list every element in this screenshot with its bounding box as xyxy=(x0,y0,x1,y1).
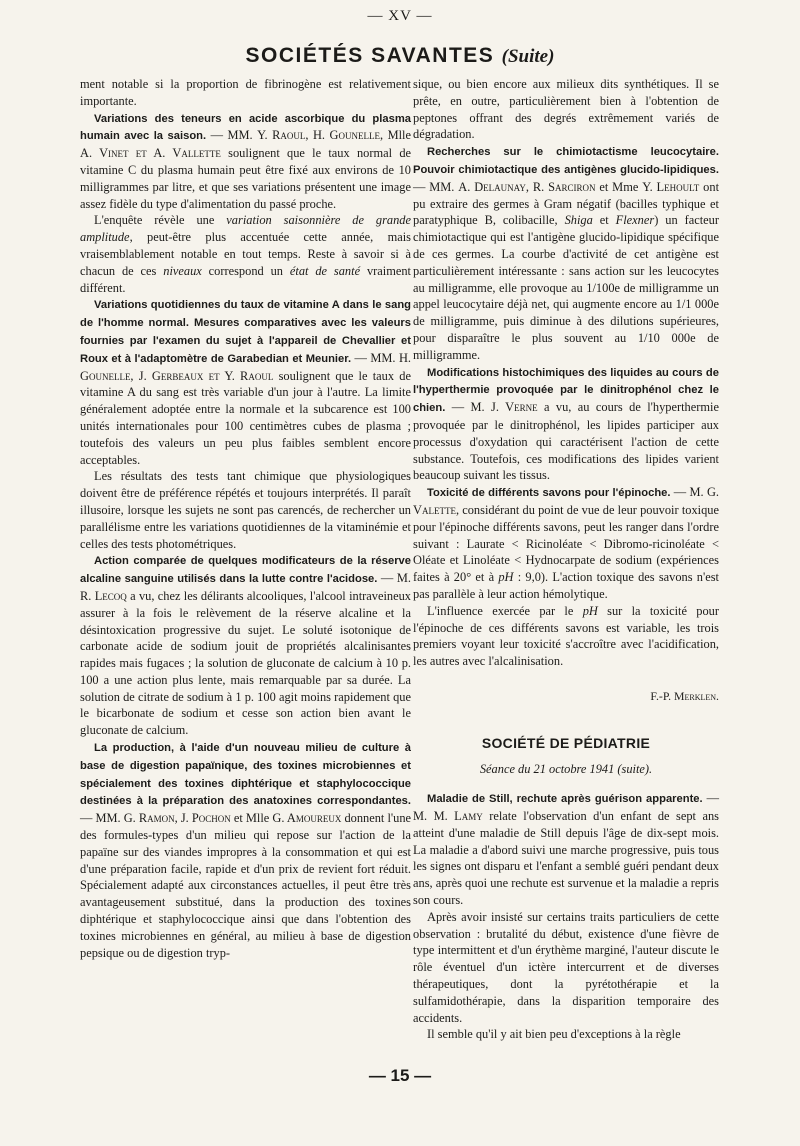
abstract-title: Maladie de Still, rechute après guérison apparente. xyxy=(427,793,703,806)
abstract-title: Action comparée de quelques modificateurs de la réserve alcaline sanguine utilisés dans la lutte contre l'acidose. xyxy=(80,555,411,586)
paragraph: Les résultats des tests tant chimique que physiologiques doivent être de préférence répétés et toujours interprétés. Il paraît illusoire, lorsque les sujets ne sont pas carencés, de rechercher un parallélisme entre les variations quotidiennes de la vitaminémie et celles des tests photométriques. xyxy=(80,469,411,551)
author-names: A. Delaunay, R. Sarciron xyxy=(458,179,596,194)
abstract-soap-toxicity: Toxicité de différents savons pour l'épinoche. — M. G. Valette, considérant du point de vue de leur pouvoir toxique pour l'épinoche différents savons, peut les ranger dans l'ordre suivant : Laurate < Ricinoléate < Dibromo-ricinoléate < Oléate et Linoléate < Hydnocarpate de sodium (expériences faites à 20° et à pH : 9,0). L'action toxique des savons n'est pas parallèle à leur action hémolytique. xyxy=(413,485,719,601)
paragraph: sique, ou bien encore aux milieux dits synthétiques. Il se prête, en outre, particulièrement bien à l'obtention de peptones offrant des degrés extrêmement variés de dégradation. xyxy=(413,77,719,142)
abstract-title: Variations quotidiennes du taux de vitamine A dans le sang de l'homme normal. Mesures comparatives avec les valeurs fournies par l'examen du sujet à l'appareil de Chevallier et Roux et à l'adaptomètre de Garabedian et Meunier. xyxy=(80,299,411,365)
paragraph: ment notable si la proportion de fibrinogène est relativement importante. xyxy=(80,77,411,108)
society-title: SOCIÉTÉ DE PÉDIATRIE xyxy=(481,734,651,751)
author-names: Y. Raoul, H. Gounelle xyxy=(257,128,380,143)
paragraph: Il semble qu'il y ait bien peu d'exceptions à la règle xyxy=(427,1027,681,1042)
author-names: G. Ramon, J. Pochon xyxy=(123,811,231,826)
session-date: Séance du 21 octobre 1941 (suite). xyxy=(479,762,653,777)
abstract-title: La production, à l'aide d'un nouveau milieu de culture à base de digestion papaïnique, des toxines microbiennes et spécialement des toxines diphtérique et staphylococcique destinées à la préparation des anatoxines correspondantes. xyxy=(80,742,411,808)
abstract-title: Variations des teneurs en acide ascorbique du plasma humain avec la saison. xyxy=(80,112,411,143)
author-names: Y. Lehoult xyxy=(642,179,700,194)
bottom-page-number: — 15 — xyxy=(368,1066,432,1085)
abstract-title: Toxicité de différents savons pour l'épinoche. xyxy=(427,487,671,500)
abstract-still-disease: Maladie de Still, rechute après guérison apparente. — M. M. Lamy relate l'observation d'un enfant de sept ans atteint d'une maladie de Still depuis l'âge de dix-sept mois. La maladie a d'abord suivi une marche progressive, puis tous les signes ont disparu et l'enfant a semblé guéri pendant deux ans, après quoi une rechute est survenue et la maladie a repris son cours. xyxy=(413,791,719,908)
header-title: SOCIÉTÉS SAVANTES xyxy=(245,44,495,67)
left-column xyxy=(80,76,411,961)
author-names: R. Lecoq xyxy=(80,588,127,603)
author-names: H. Gounelle, J. Gerbeaux et Y. Raoul xyxy=(80,350,411,383)
signature: F.-P. Merklen. xyxy=(650,688,719,703)
paragraph: Après avoir insisté sur certains traits particuliers de cette observation : brutalité du début, existence d'une fièvre de type intermittent et d'un érythème marginé, l'auteur discute le rôle éventuel d'un ictère intercurrent et de diverses thérapeutiques, dont la pyrétothérapie et la sulfamidothérapie, dans la disparition temporaire des accidents. xyxy=(413,909,719,1025)
abstract-papain-culture: La production, à l'aide d'un nouveau milieu de culture à base de digestion papaïnique, des toxines microbiennes et spécialement des toxines diphtérique et staphylococcique destinées à la préparation des anatoxines correspondantes. — MM. G. Ramon, J. Pochon et Mlle G. Amoureux donnent l'une des formules-types d'un milieu qui repose sur l'action de la papaïne sur des viandes impropres à la consommation et qui est d'une préparation facile, rapide et d'un prix de revient fort réduit. Spécialement adapté aux circonstances actuelles, il peut être très avantageusement substitué, dans la production des toxines diphtérique et staphylococcique ainsi que dans l'obtention des toxines microbiennes en général, au milieu à base de digestion pepsique ou de digestion tryp- xyxy=(80,742,412,960)
paragraph: L'enquête révèle une variation saisonnière de grande amplitude, peut-être plus accentuée cette année, mais vraisemblablement notable en tout temps. Reste à savoir si à chacun de ces niveaux correspond un état de santé vraiment différent. xyxy=(80,213,411,295)
page-header xyxy=(0,44,800,68)
author-names: G. Valette xyxy=(413,485,719,517)
abstract-title: Modifications histochimiques des liquides au cours de l'hyperthermie provoquée par le dinitrophénol chez le chien. xyxy=(413,366,719,415)
abstract-ascorbic: Variations des teneurs en acide ascorbique du plasma humain avec la saison. — MM. Y. Raoul, H. Gounelle, Mlle A. Vinet et A. Vallette soulignent que le taux normal de vitamine C du plasma humain peut être fixé aux environs de 10 milligrammes par litre, et que ses variations présentent une image assez fidèle du type d'alimentation du passé proche. xyxy=(80,112,412,211)
abstract-title: Recherches sur le chimiotactisme leucocytaire. Pouvoir chimiotactique des antigènes glucido-lipidiques. xyxy=(413,146,719,176)
abstract-alkaline-reserve: Action comparée de quelques modificateurs de la réserve alcaline sanguine utilisés dans la lutte contre l'acidose. — M. R. Lecoq a vu, chez les délirants alcooliques, l'alcool intraveineux assurer à la fois le relèvement de la réserve alcaline et la désintoxication progressive du sujet. Le soluté isotonique de carbonate acide de sodium jouit de propriétés alcalinisantes rapides mais fugaces ; la solution de gluconate de calcium à 10 p. 100 a une action plus lente, mais remarquable par sa durée. La solution de citrate de sodium à 1 p. 100 agit moins rapidement que le bicarbonate de sodium et cesse son action bien avant le gluconate de calcium. xyxy=(80,555,411,738)
right-column xyxy=(413,76,719,1043)
abstract-chemotaxis: Recherches sur le chimiotactisme leucocytaire. Pouvoir chimiotactique des antigènes glucido-lipidiques. — MM. A. Delaunay, R. Sarciron et Mme Y. Lehoult ont pu extraire des germes à Gram négatif (bacilles typhique et paratyphique B, colibacille, Shiga et Flexner) un facteur chimiotactique qui est l'antigène glucido-lipidique spécifique de ces germes. La courbe d'activité de cet antigène est particulièrement intéressante : sans action sur les leucocytes au milligramme, elle provoque au 1/100e de milligramme un appel leucocytaire déjà net, qui augmente encore au 1/1 000e de milligramme, puis diminue à des dilutions supérieures, pour disparaître le plus souvent au 1/10 000e de milligramme. xyxy=(413,146,720,362)
abstract-histochemistry: Modifications histochimiques des liquides au cours de l'hyperthermie provoquée par le dinitrophénol chez le chien. — M. J. Verne a vu, au cours de l'hyperthermie provoquée par le dinitrophénol, les lipides participer aux processus d'oxydation qui caractérisent l'action de cette substance. Toutefois, ces modifications des lipides varient beaucoup suivant les tissus. xyxy=(413,366,719,483)
header-suite: (Suite) xyxy=(501,46,555,67)
paragraph: L'influence exercée par le pH sur la toxicité pour l'épinoche de ces différents savons est variable, les trois premiers voyant leur toxicité s'accroître avec l'acidification, les autres avec l'alcalinisation. xyxy=(413,603,719,669)
author-names: J. Verne xyxy=(491,400,538,415)
abstract-vitamin-a: Variations quotidiennes du taux de vitamine A dans le sang de l'homme normal. Mesures comparatives avec les valeurs fournies par l'examen du sujet à l'appareil de Chevallier et Roux et à l'adaptomètre de Garabedian et Meunier. — MM. H. Gounelle, J. Gerbeaux et Y. Raoul soulignent que le taux de vitamine A du sang est très variable d'un jour à l'autre. La limite généralement adoptée entre la normale et la subcarence est 100 unités internationales pour 100 centimètres cubes de plasma ; toutefois des valeurs un peu plus faibles semblent encore acceptables. xyxy=(80,299,411,467)
author-names: A. Vinet et A. Vallette xyxy=(80,146,221,161)
author-names: Lamy xyxy=(454,809,483,824)
author-names: G. Amoureux xyxy=(272,811,342,826)
top-page-number: — XV — xyxy=(367,8,433,24)
